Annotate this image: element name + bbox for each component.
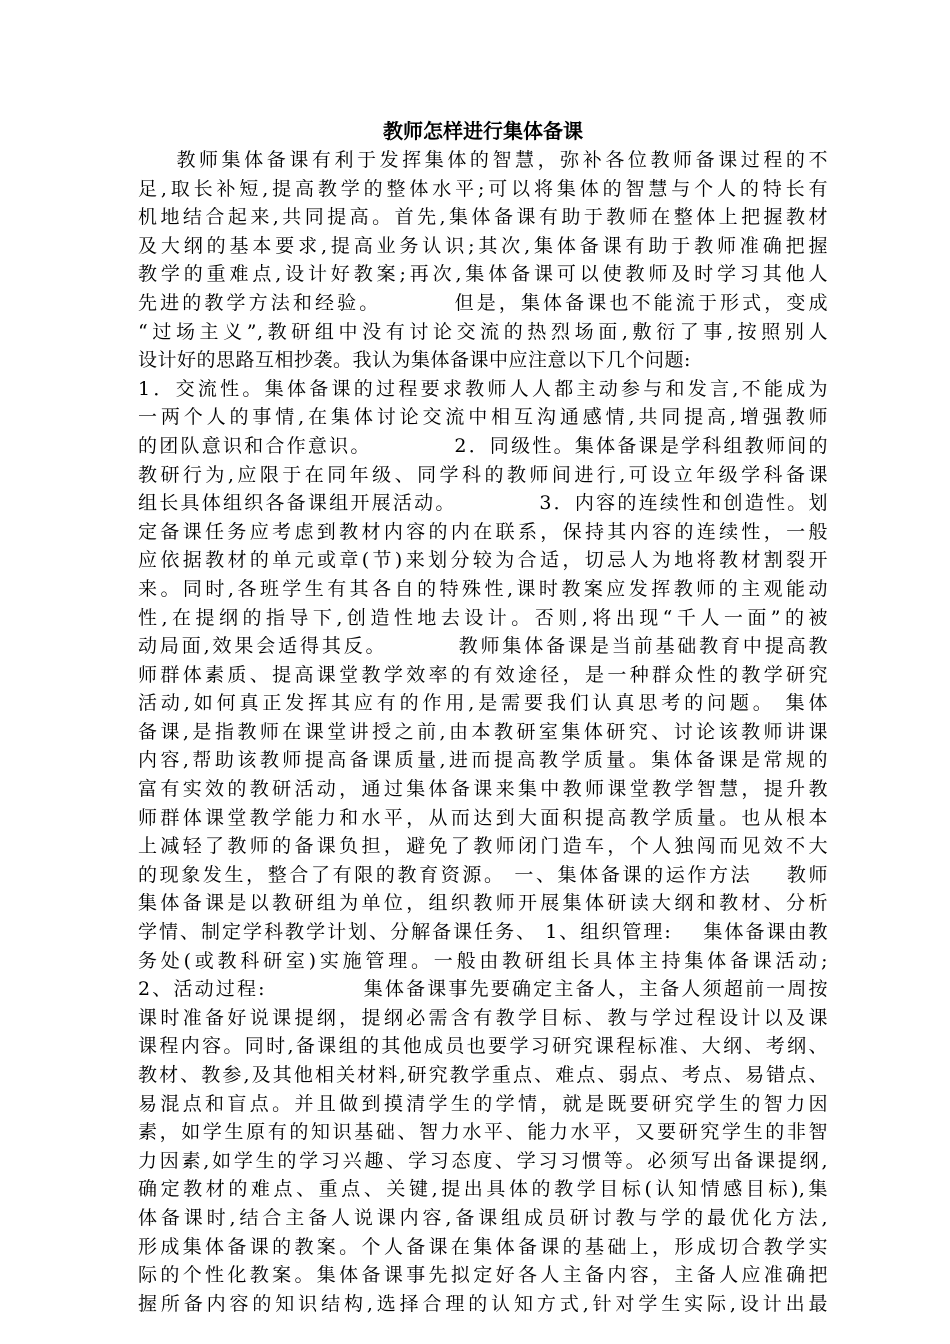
- text-line: 握所备内容的知识结构,选择合理的认知方式,针对学生实际,设计出最: [138, 1292, 828, 1315]
- text-line: 教学的重难点,设计好教案;再次,集体备课可以使教师及时学习其他人: [138, 263, 828, 286]
- text-line: 课时准备好说课提纲，提纲必需含有教学目标、教与学过程设计以及课: [138, 1006, 828, 1029]
- text-line: 师群体素质、提高课堂教学效率的有效途径，是一种群众性的教学研究: [138, 663, 828, 686]
- text-line: 设计好的思路互相抄袭。我认为集体备课中应注意以下几个问题:: [138, 349, 691, 372]
- document-page: [138, 118, 828, 1318]
- text-line: 及大纲的基本要求,提高业务认识;其次,集体备课有助于教师准确把握: [138, 234, 828, 257]
- text-line: 内容,帮助该教师提高备课质量,进而提高教学质量。集体备课是常规的: [138, 749, 828, 772]
- text-line: 易混点和盲点。并且做到摸清学生的学情，就是既要研究学生的智力因: [138, 1092, 828, 1115]
- text-line: 务处(或教科研室)实施管理。一般由教研组长具体主持集体备课活动;: [138, 949, 828, 972]
- text-line: 动局面,效果会适得其反。 教师集体备课是当前基础教育中提高教: [138, 635, 828, 658]
- text-line: 1．交流性。集体备课的过程要求教师人人都主动参与和发言,不能成为: [138, 377, 828, 400]
- text-line: 足,取长补短,提高教学的整体水平;可以将集体的智慧与个人的特长有: [138, 177, 828, 200]
- text-line: 确定教材的难点、重点、关键,提出具体的教学目标(认知情感目标),集: [138, 1178, 828, 1201]
- text-line: 际的个性化教案。集体备课事先拟定好各人主备内容，主备人应准确把: [138, 1264, 828, 1287]
- text-line: 先进的教学方法和经验。 但是，集体备课也不能流于形式，变成: [138, 291, 828, 314]
- text-line: 备课,是指教师在课堂讲授之前,由本教研室集体研究、讨论该教师讲课: [138, 720, 828, 743]
- text-line: 教师集体备课有利于发挥集体的智慧，弥补各位教师备课过程的不: [138, 149, 828, 171]
- document-title: 教师怎样进行集体备课: [383, 119, 583, 143]
- text-line: 素，如学生原有的知识基础、智力水平、能力水平，又要研究学生的非智: [138, 1121, 828, 1144]
- text-line: “过场主义”,教研组中没有讨论交流的热烈场面,敷衍了事,按照别人: [138, 320, 828, 343]
- text-line: 性,在提纲的指导下,创造性地去设计。否则,将出现“千人一面”的被: [138, 606, 828, 629]
- text-line: 应依据教材的单元或章(节)来划分较为合适，切忌人为地将教材割裂开: [138, 549, 828, 572]
- text-line: 组长具体组织各备课组开展活动。 3．内容的连续性和创造性。划: [138, 492, 828, 515]
- text-line: 的现象发生，整合了有限的教育资源。 一、集体备课的运作方法 教师: [138, 863, 828, 886]
- text-line: 的团队意识和合作意识。 2．同级性。集体备课是学科组教师间的: [138, 434, 828, 457]
- text-line: 机地结合起来,共同提高。首先,集体备课有助于教师在整体上把握教材: [138, 206, 828, 229]
- text-line: 集体备课是以教研组为单位，组织教师开展集体研读大纲和教材、分析: [138, 892, 828, 915]
- text-line: 形成集体备课的教案。个人备课在集体备课的基础上，形成切合教学实: [138, 1235, 828, 1258]
- text-line: 2、活动过程: 集体备课事先要确定主备人，主备人须超前一周按: [138, 978, 828, 1001]
- text-line: 一两个人的事情,在集体讨论交流中相互沟通感情,共同提高,增强教师: [138, 406, 828, 429]
- text-line: 师群体课堂教学能力和水平，从而达到大面积提高教学质量。也从根本: [138, 806, 828, 829]
- document-body: [138, 146, 828, 1318]
- text-line: 定备课任务应考虑到教材内容的内在联系，保持其内容的连续性，一般: [138, 520, 828, 543]
- text-line: 富有实效的教研活动，通过集体备课来集中教师课堂教学智慧，提升教: [138, 778, 828, 801]
- text-line: 上减轻了教师的备课负担，避免了教师闭门造车，个人独闯而见效不大: [138, 835, 828, 858]
- text-line: 来。同时,各班学生有其各自的特殊性,课时教案应发挥教师的主观能动: [138, 577, 828, 600]
- text-line: 体备课时,结合主备人说课内容,备课组成员研讨教与学的最优化方法,: [138, 1206, 828, 1229]
- text-line: 力因素,如学生的学习兴趣、学习态度、学习习惯等。必须写出备课提纲,: [138, 1149, 828, 1172]
- text-line: 课程内容。同时,备课组的其他成员也要学习研究课程标准、大纲、考纲、: [138, 1035, 828, 1058]
- text-line: 活动,如何真正发挥其应有的作用,是需要我们认真思考的问题。 集体: [138, 692, 828, 715]
- text-line: 教研行为,应限于在同年级、同学科的教师间进行,可设立年级学科备课: [138, 463, 828, 486]
- text-line: 学情、制定学科教学计划、分解备课任务、 1、组织管理: 集体备课由教: [138, 921, 828, 944]
- text-line: 教材、教参,及其他相关材料,研究教学重点、难点、弱点、考点、易错点、: [138, 1064, 828, 1086]
